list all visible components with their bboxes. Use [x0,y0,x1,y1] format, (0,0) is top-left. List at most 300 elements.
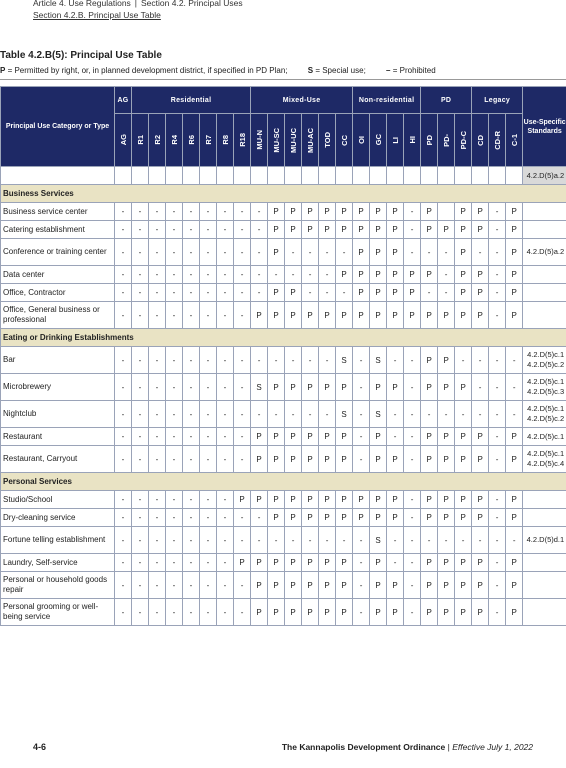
standard-reference[interactable]: 4.2.D(5)c.1 [527,449,565,458]
permission-cell: S [370,347,387,374]
permission-cell: - [302,239,319,266]
permission-cell: P [455,572,472,599]
permission-cell: - [489,374,506,401]
permission-cell: - [166,284,183,302]
permission-cell: - [319,347,336,374]
district-label: PD- [441,133,451,147]
running-header: Article 4. Use Regulations | Section 4.2. Principal Uses Section 4.2.B. Principal Use Table [33,0,243,20]
permission-cell: P [387,266,404,284]
permission-cell: P [268,509,285,527]
group-header-3: Non-residential [353,87,421,114]
use-label: Personal or household goods repair [1,572,115,599]
table-row [1,221,566,239]
permission-cell: P [455,599,472,626]
permission-cell: - [149,284,166,302]
permission-cell: - [234,527,251,554]
permission-cell: - [472,401,489,428]
use-label: Conference or training center [1,239,115,266]
district-header [183,114,200,167]
permission-cell: P [319,374,336,401]
standard-reference[interactable]: 4.2.D(5)c.1 [527,377,565,386]
permission-cell: - [336,527,353,554]
permission-cell: P [268,221,285,239]
standards-cell [523,401,566,428]
district-header [336,114,353,167]
permission-cell: P [472,446,489,473]
district-label: MU-N [254,130,264,150]
permission-cell: - [302,266,319,284]
permission-cell: P [438,428,455,446]
permission-cell: - [319,239,336,266]
permission-cell: - [132,491,149,509]
permission-cell: P [353,239,370,266]
permission-cell: - [319,401,336,428]
permission-cell: - [234,446,251,473]
permission-cell: P [421,491,438,509]
permission-cell: P [353,266,370,284]
permission-cell: P [285,599,302,626]
permission-cell: - [183,239,200,266]
use-label: Office, General business or professional [1,302,115,329]
permission-cell: P [370,509,387,527]
permission-cell [370,167,387,185]
header-section: Section 4.2. Principal Uses [141,0,243,8]
permission-cell: P [455,428,472,446]
permission-cell: P [268,572,285,599]
standards-cell [523,167,566,185]
permission-cell: - [336,284,353,302]
permission-cell [336,167,353,185]
permission-cell: P [506,509,523,527]
permission-cell: - [183,347,200,374]
permission-cell [438,203,455,221]
permission-cell: P [370,221,387,239]
table-row [1,239,566,266]
permission-cell: P [302,203,319,221]
permission-cell: P [302,491,319,509]
permission-cell: - [115,446,132,473]
permission-cell: - [319,284,336,302]
permission-cell: P [234,554,251,572]
district-header [268,114,285,167]
permission-cell: - [489,203,506,221]
permission-cell: - [234,572,251,599]
permission-cell [285,167,302,185]
permission-cell: P [268,554,285,572]
permission-cell: - [149,572,166,599]
permission-cell: P [438,509,455,527]
header-article: Article 4. Use Regulations [33,0,131,8]
permission-cell: P [455,284,472,302]
permission-cell: - [353,347,370,374]
permission-cell: - [302,284,319,302]
permission-cell: - [251,266,268,284]
group-header-0: AG [115,87,132,114]
permission-cell: - [489,239,506,266]
permission-cell: P [268,374,285,401]
permission-cell: P [285,428,302,446]
standards-cell [523,203,566,221]
title-rule [0,79,566,80]
permission-cell: - [200,428,217,446]
table-row [1,401,566,428]
permission-cell: - [489,302,506,329]
permission-cell: P [421,554,438,572]
use-label: Catering establishment [1,221,115,239]
permission-cell: - [132,239,149,266]
permission-cell: P [268,446,285,473]
permission-cell: P [319,509,336,527]
standard-reference[interactable]: 4.2.D(5)a.2 [526,170,565,180]
permission-cell: P [506,284,523,302]
permission-cell: - [115,203,132,221]
use-label: Studio/School [1,491,115,509]
permission-cell: - [268,266,285,284]
standard-reference[interactable]: 4.2.D(5)c.2 [527,360,565,369]
permission-cell: - [115,428,132,446]
permission-cell: P [472,221,489,239]
permission-cell: P [438,491,455,509]
standards-cell [523,221,566,239]
permission-cell: - [404,446,421,473]
permission-cell: P [336,221,353,239]
standards-cell [523,374,566,401]
permission-cell [404,167,421,185]
standard-reference[interactable]: 4.2.D(5)c.1 [527,431,565,441]
permission-cell: - [472,527,489,554]
permission-cell: - [132,284,149,302]
permission-cell: - [404,347,421,374]
permission-cell: P [268,599,285,626]
permission-cell: - [217,599,234,626]
permission-cell: P [370,599,387,626]
permission-cell: P [268,203,285,221]
permission-cell: - [149,347,166,374]
use-label: Nightclub [1,401,115,428]
permission-cell: P [506,428,523,446]
permission-cell: - [404,509,421,527]
permission-cell [234,167,251,185]
permission-cell: - [166,401,183,428]
permission-cell [319,167,336,185]
district-header [472,114,489,167]
district-header [421,114,438,167]
permission-cell: S [336,401,353,428]
permission-cell: - [234,509,251,527]
permission-cell [149,167,166,185]
group-header-1: Residential [132,87,251,114]
header-subsection[interactable]: Section 4.2.B. Principal Use Table [33,10,161,20]
permission-cell: - [336,239,353,266]
permission-cell [472,167,489,185]
permission-cell: - [217,491,234,509]
district-label: LI [390,136,400,144]
district-label: PD [424,134,434,146]
permission-cell: P [472,284,489,302]
permission-cell: - [455,347,472,374]
district-label: MU-SC [271,127,281,153]
standard-reference[interactable]: 4.2.D(5)c.1 [527,404,565,413]
section-title: Eating or Drinking Establishments [1,329,566,347]
permission-cell: P [268,284,285,302]
permission-cell: - [506,374,523,401]
permission-cell: P [319,572,336,599]
permission-cell: P [506,554,523,572]
permission-cell: - [200,239,217,266]
permission-cell: P [268,491,285,509]
use-label: Dry-cleaning service [1,509,115,527]
permission-cell: P [302,302,319,329]
permission-cell: P [234,491,251,509]
permission-cell: - [115,599,132,626]
permission-cell: P [506,266,523,284]
permission-cell: - [217,527,234,554]
permission-cell: P [336,374,353,401]
permission-cell: - [149,266,166,284]
permission-cell: - [234,428,251,446]
permission-cell: - [387,554,404,572]
permission-cell: P [421,347,438,374]
standard-reference[interactable]: 4.2.D(5)a.2 [526,247,565,256]
permission-cell: P [285,446,302,473]
permission-cell: P [455,554,472,572]
district-header [234,114,251,167]
permission-cell: P [438,554,455,572]
permission-cell: - [234,239,251,266]
permission-cell: P [370,428,387,446]
permission-cell: P [319,599,336,626]
permission-cell: P [421,446,438,473]
permission-cell: - [166,266,183,284]
permission-cell [421,167,438,185]
district-label: OI [356,136,366,144]
permission-cell: P [421,221,438,239]
permission-cell: S [251,374,268,401]
permission-cell: - [404,221,421,239]
district-header [455,114,472,167]
use-label: Restaurant, Carryout [1,446,115,473]
standard-reference[interactable]: 4.2.D(5)c.4 [527,459,565,468]
permission-cell: - [115,401,132,428]
standards-cell [523,509,566,527]
permission-cell: - [166,572,183,599]
permission-cell: - [319,527,336,554]
permission-cell: P [472,572,489,599]
permission-cell: - [421,527,438,554]
permission-cell: - [115,572,132,599]
district-label: R6 [186,135,196,145]
district-label: AG [118,134,128,146]
permission-cell: P [302,599,319,626]
permission-cell: - [200,347,217,374]
permission-cell: - [132,203,149,221]
permission-cell: - [234,302,251,329]
permission-cell: - [217,239,234,266]
permission-cell: - [132,599,149,626]
permission-cell: P [336,509,353,527]
permission-cell: - [285,347,302,374]
permission-cell: P [387,239,404,266]
standards-cell [523,284,566,302]
permission-cell: P [421,203,438,221]
permission-cell: - [149,527,166,554]
permission-cell: P [455,203,472,221]
permission-cell: - [217,284,234,302]
standard-reference[interactable]: 4.2.D(5)c.1 [527,350,565,359]
permission-cell: - [132,509,149,527]
permission-cell: P [387,509,404,527]
permission-cell: P [370,491,387,509]
permission-cell: - [149,599,166,626]
permission-cell: - [166,203,183,221]
permission-cell: - [149,554,166,572]
permission-cell: - [166,554,183,572]
district-label: CC [339,134,349,146]
district-header [438,114,455,167]
permission-cell: - [353,428,370,446]
permission-cell: P [285,221,302,239]
permission-cell [438,167,455,185]
permission-cell: - [506,347,523,374]
permission-cell: - [217,203,234,221]
permission-cell: P [336,428,353,446]
permission-cell: P [455,509,472,527]
permission-cell: P [370,374,387,401]
permission-cell: - [149,491,166,509]
permission-cell: - [489,527,506,554]
permission-cell: - [166,239,183,266]
table-legend [0,66,436,75]
permission-cell [132,167,149,185]
permission-cell: P [455,221,472,239]
use-label: Bar [1,347,115,374]
permission-cell: - [183,284,200,302]
district-label: GC [373,134,383,146]
permission-cell: - [404,203,421,221]
table-row [1,509,566,527]
table-row [1,446,566,473]
permission-cell [183,167,200,185]
permission-cell: P [438,302,455,329]
permission-cell: P [421,266,438,284]
permission-cell: - [285,266,302,284]
district-header [353,114,370,167]
permission-cell: P [472,266,489,284]
standards-cell [523,527,566,554]
permission-cell: - [115,554,132,572]
permission-cell: P [421,509,438,527]
district-header [404,114,421,167]
standard-reference[interactable]: 4.2.D(5)c.2 [527,414,565,423]
district-header [115,114,132,167]
table-row [1,599,566,626]
permission-cell: - [489,491,506,509]
permission-cell: P [302,554,319,572]
district-header [251,114,268,167]
permission-cell: P [302,374,319,401]
district-header [302,114,319,167]
permission-cell: P [387,374,404,401]
permission-cell: P [353,302,370,329]
permission-cell: P [336,491,353,509]
permission-cell: P [370,302,387,329]
permission-cell: P [421,374,438,401]
permission-cell: - [115,302,132,329]
permission-cell: - [489,554,506,572]
permission-cell: - [217,446,234,473]
permission-cell: P [370,554,387,572]
district-header [132,114,149,167]
standard-reference[interactable]: 4.2.D(5)d.1 [526,535,565,544]
permission-cell: - [166,347,183,374]
permission-cell: P [506,221,523,239]
permission-cell: P [336,446,353,473]
legend-p-key: P [0,66,6,75]
permission-cell: - [234,374,251,401]
permission-cell: - [489,428,506,446]
permission-cell: - [251,527,268,554]
legend-s-text: = Special use; [315,66,366,75]
permission-cell: P [251,302,268,329]
district-label: C-1 [509,133,519,147]
permission-cell: - [200,491,217,509]
permission-cell: - [166,302,183,329]
district-header [370,114,387,167]
permission-cell: P [370,446,387,473]
permission-cell: - [404,374,421,401]
permission-cell: - [115,347,132,374]
permission-cell: - [132,428,149,446]
permission-cell: P [251,446,268,473]
permission-cell: - [234,266,251,284]
table-row [1,491,566,509]
permission-cell: - [404,599,421,626]
permission-cell: P [285,491,302,509]
permission-cell: - [183,401,200,428]
permission-cell: - [166,509,183,527]
permission-cell: - [132,554,149,572]
permission-cell: - [217,554,234,572]
table-row [1,554,566,572]
permission-cell: - [268,527,285,554]
principal-use-table [0,86,566,626]
permission-cell [115,167,132,185]
permission-cell: - [489,221,506,239]
district-header [217,114,234,167]
table-row [1,203,566,221]
standard-reference[interactable]: 4.2.D(5)c.3 [527,387,565,396]
permission-cell: P [404,284,421,302]
table-row [1,428,566,446]
permission-cell: - [183,374,200,401]
standards-cell [523,266,566,284]
legend-dash-text: = Prohibited [392,66,436,75]
permission-cell: - [489,509,506,527]
permission-cell: - [200,266,217,284]
permission-cell: - [353,374,370,401]
table-row [1,572,566,599]
standards-cell [523,239,566,266]
permission-cell: - [183,221,200,239]
permission-cell: - [404,491,421,509]
permission-cell: P [285,509,302,527]
permission-cell: P [472,554,489,572]
permission-cell: - [166,374,183,401]
permission-cell: - [132,266,149,284]
permission-cell: - [285,527,302,554]
section-row [1,329,566,347]
permission-cell: - [489,599,506,626]
